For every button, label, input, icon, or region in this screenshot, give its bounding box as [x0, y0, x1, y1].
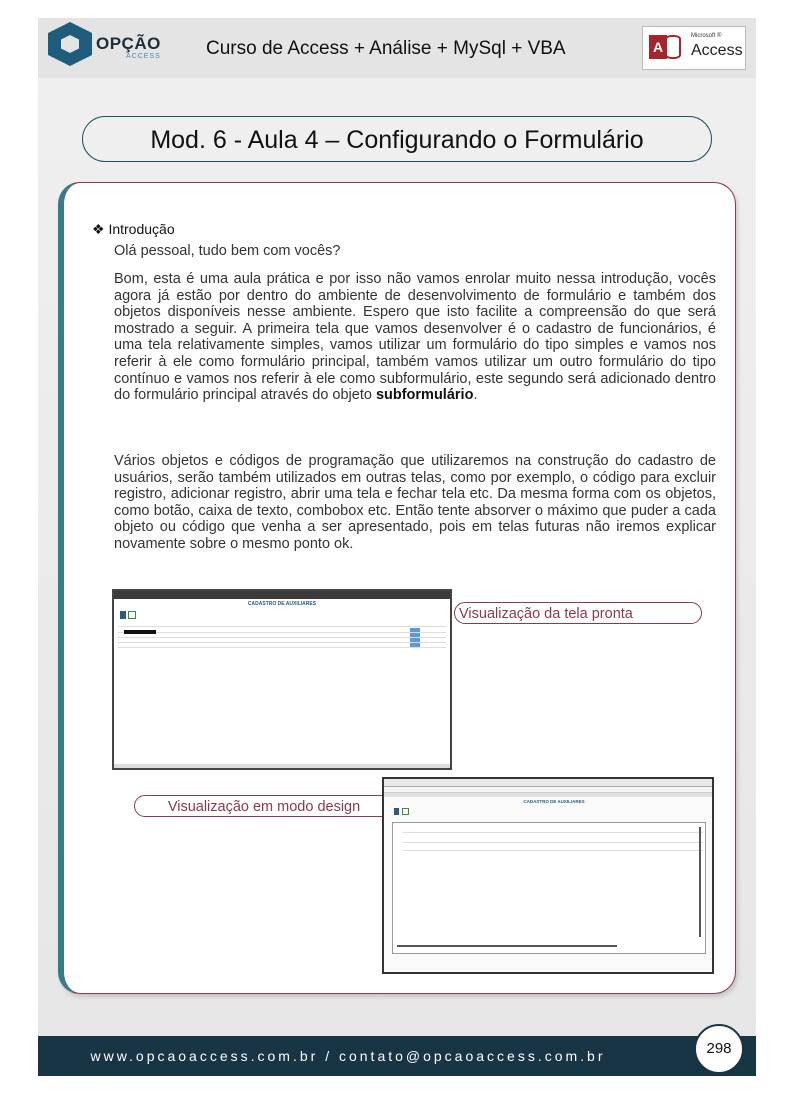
- row-button: [410, 633, 420, 637]
- content-panel: [58, 182, 736, 994]
- save-icon: [120, 611, 126, 619]
- logo-subtitle: ACCESS: [126, 53, 161, 60]
- page-header: [38, 18, 756, 78]
- save-icon: [394, 808, 399, 815]
- vertical-scrollbar: [699, 827, 701, 937]
- paragraph-intro: [114, 271, 716, 404]
- subform-header-row: [403, 839, 703, 843]
- paragraph-intro-text: Bom, esta é uma aula prática e por isso não vamos enrolar muito nessa introdução, vocês agora já estão por dentro do ambiente de desenvolvimento de formulário e também dos objetos disponíveis nesse ambiente. Espero que isto facilite a compreensão do que será mostrado a seguir. A primeira tela que vamos desenvolver é o cadastro de funcionários, é uma tela relativamente simples, vamos utilizar um formulário do tipo simples e vamos nos referir à ele como formulário principal, também vamos utilizar um outro formulário do tipo contínuo e vamos nos referir à ele como subformulário, este segundo será adicionado dentro do formulário principal através do objeto: [114, 271, 716, 404]
- design-tab-bar: [384, 779, 712, 787]
- table-row: [118, 643, 446, 648]
- logo-name: OPÇÃO: [96, 34, 161, 53]
- status-bar: [114, 764, 450, 768]
- screenshot-design-form: [382, 777, 714, 974]
- paragraph-greeting: Olá pessoal, tudo bem com vocês?: [114, 243, 341, 259]
- window-titlebar: [114, 591, 450, 599]
- subform-detail-row: [403, 847, 703, 851]
- add-icon: [402, 808, 409, 815]
- paragraph-intro-end: .: [473, 387, 478, 404]
- row-button: [410, 638, 420, 642]
- access-logo-microsoft: Microsoft ®: [691, 33, 722, 39]
- page-number: 298: [694, 1024, 744, 1074]
- subform-control: [392, 822, 706, 954]
- lesson-title: Mod. 6 - Aula 4 – Configurando o Formulário: [82, 116, 712, 162]
- subform-ruler: [403, 829, 703, 833]
- horizontal-scrollbar: [397, 945, 617, 947]
- access-letter-icon: A: [649, 35, 667, 59]
- label-design-view: Visualização em modo design: [134, 795, 394, 817]
- course-title: Curso de Access + Análise + MySql + VBA: [206, 38, 566, 59]
- paragraph-objects: Vários objetos e códigos de programação que utilizaremos na construção do cadastro de usuários, serão também utilizados em outras telas, como por exemplo, o código para excluir registro, adicionar registro, abrir uma tela e fechar tela etc. Da mesma forma com os objetos, como botão, caixa de texto, combobox etc. Então tente absorver o máximo que puder a cada objeto ou código que venha a ser apresentado, pois em telas futuras não iremos explicar novamente sobre o mesmo ponto ok.: [114, 453, 716, 552]
- form-title: CADASTRO DE AUXILIARES: [523, 799, 585, 804]
- access-logo: [642, 26, 746, 70]
- database-icon: [665, 35, 681, 59]
- section-heading: ❖ Introdução: [92, 221, 175, 237]
- row-button: [410, 628, 420, 632]
- row-button: [410, 643, 420, 647]
- add-icon: [128, 611, 136, 619]
- table-header-row: [118, 622, 446, 627]
- selected-cell: [124, 630, 156, 634]
- opcao-logo-icon: [48, 22, 92, 66]
- paragraph-intro-bold: subformulário: [375, 387, 474, 404]
- footer-contact: www.opcaoaccess.com.br / contato@opcaoaccess.com.br: [90, 1048, 606, 1064]
- access-logo-word: Access: [691, 42, 743, 59]
- label-ready-view: Visualização da tela pronta: [454, 602, 702, 624]
- section-header-bar: [384, 793, 712, 797]
- form-title: CADASTRO DE AUXILIARES: [247, 601, 317, 607]
- screenshot-ready-form: [112, 589, 452, 770]
- page-footer: [38, 1036, 756, 1076]
- document-page: [38, 18, 756, 1076]
